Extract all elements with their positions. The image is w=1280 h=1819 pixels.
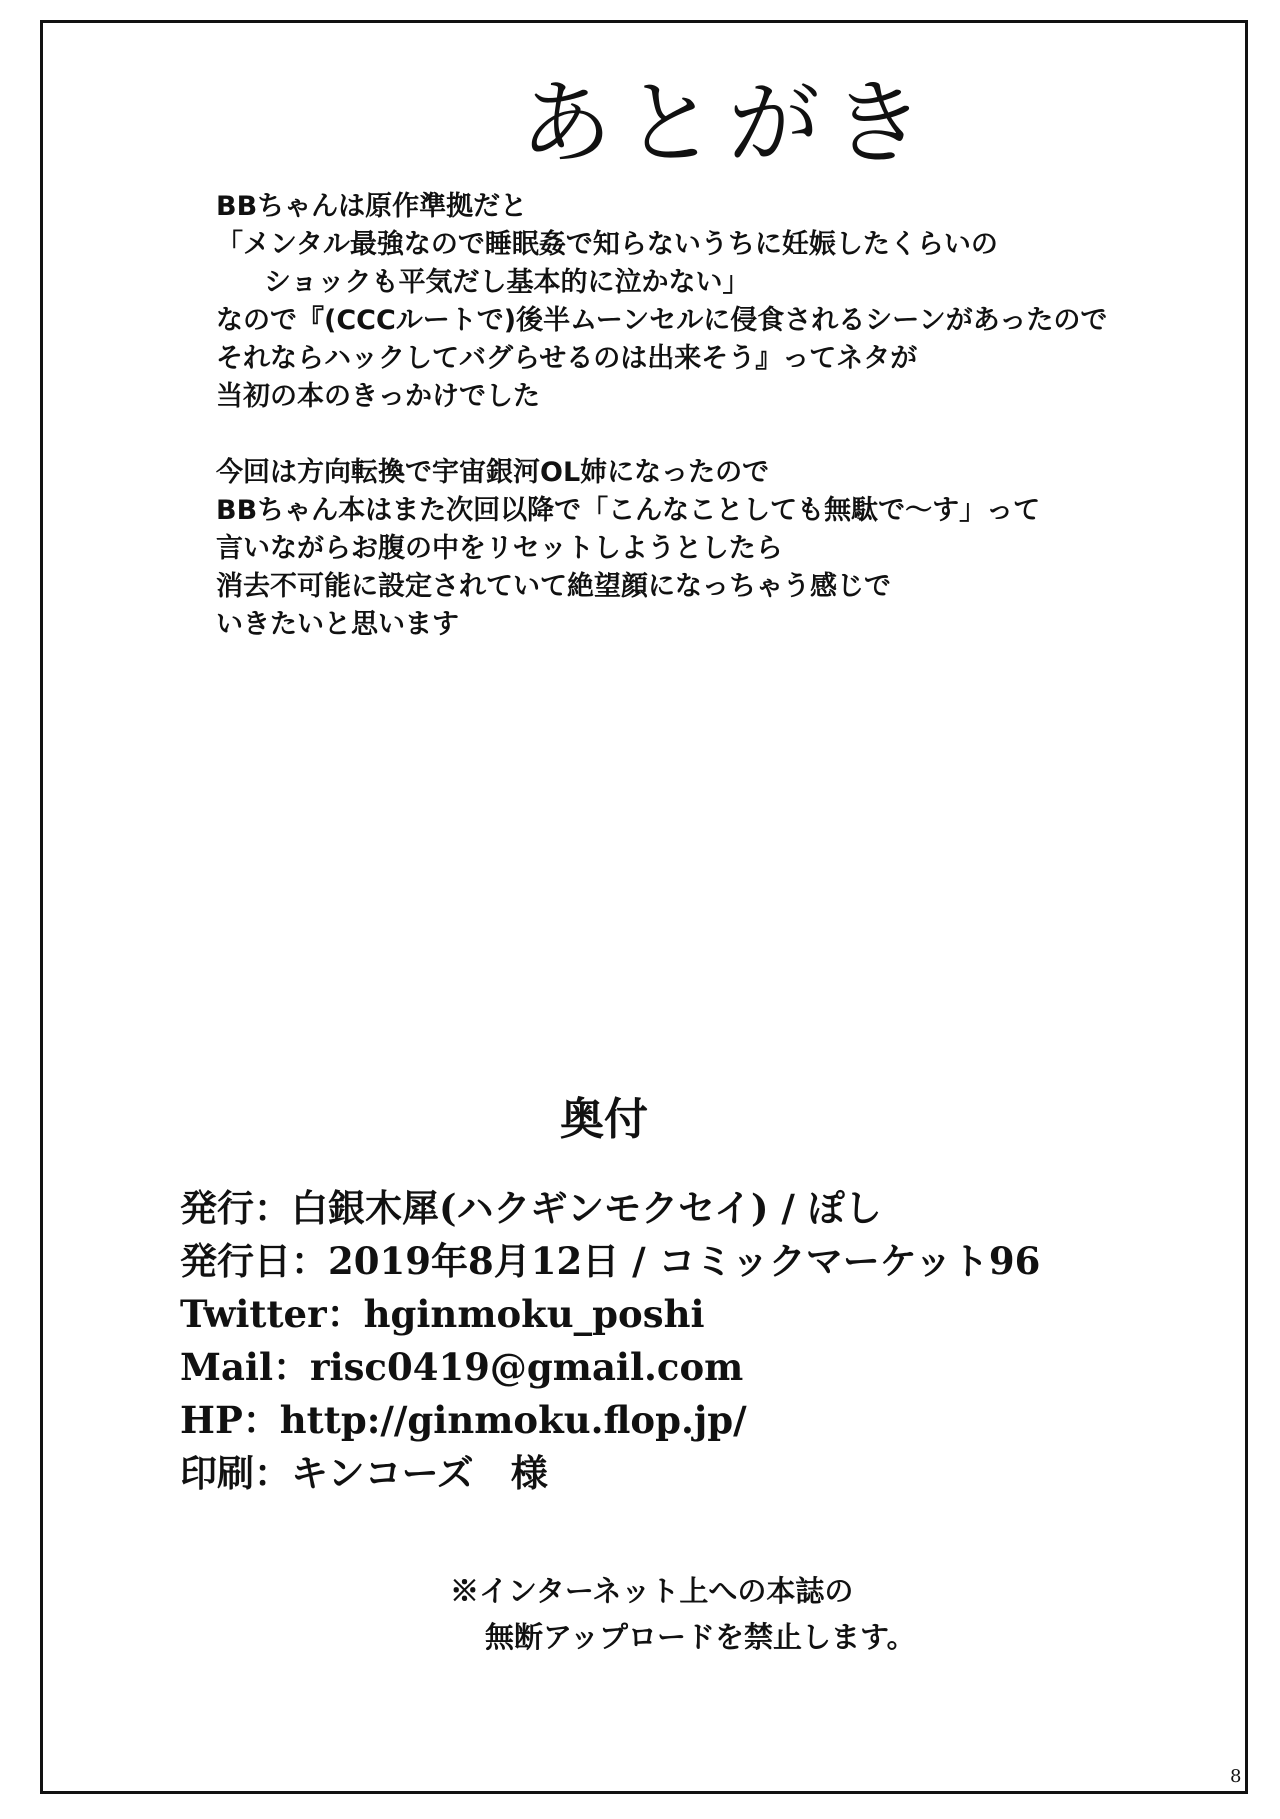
afterword-line: 「メンタル最強なので睡眠姦で知らないうちに妊娠したくらいの [216, 229, 998, 260]
afterword-line: ショックも平気だし基本的に泣かない」 [264, 267, 750, 298]
afterword-line: 消去不可能に設定されていて絶望顔になっちゃう感じで [216, 571, 891, 602]
afterword-line: 今回は方向転換で宇宙銀河OL姉になったので [216, 457, 770, 488]
afterword-line: BBちゃん本はまた次回以降で「こんなことしても無駄で～す」って [216, 495, 1041, 526]
notice-line-1: ※インターネット上への本誌の [450, 1574, 854, 1608]
afterword-line: それならハックしてバグらせるのは出来そう』ってネタが [216, 343, 918, 374]
colophon-list [180, 1182, 1040, 1500]
afterword-line: なので『(CCCルートで)後半ムーンセルに侵食されるシーンがあったので [216, 305, 1108, 336]
colophon-twitter: Twitter：hginmoku_poshi [180, 1292, 705, 1336]
colophon-mail: Mail：risc0419@gmail.com [180, 1345, 744, 1389]
afterword-line: 言いながらお腹の中をリセットしようとしたら [216, 533, 783, 564]
colophon-title: 奥付 [560, 1094, 648, 1145]
colophon-date: 発行日：2019年8月12日 / コミックマーケット96 [180, 1239, 1041, 1283]
upload-notice [450, 1568, 916, 1660]
colophon-printer: 印刷：キンコーズ 様 [180, 1451, 548, 1495]
colophon-publisher: 発行：白銀木犀(ハクギンモクセイ) / ぽし [180, 1186, 882, 1230]
colophon-homepage: HP：http://ginmoku.flop.jp/ [180, 1398, 747, 1442]
afterword-title: あとがき [520, 70, 937, 177]
afterword-line: BBちゃんは原作準拠だと [216, 191, 528, 222]
page-number: 8 [1230, 1766, 1242, 1787]
afterword-line: いきたいと思います [216, 609, 459, 640]
paragraph-gap [216, 416, 1107, 454]
notice-line-2: 無断アップロードを禁止します。 [485, 1620, 916, 1654]
afterword-line: 当初の本のきっかけでした [216, 381, 540, 412]
afterword-body [216, 188, 1107, 644]
